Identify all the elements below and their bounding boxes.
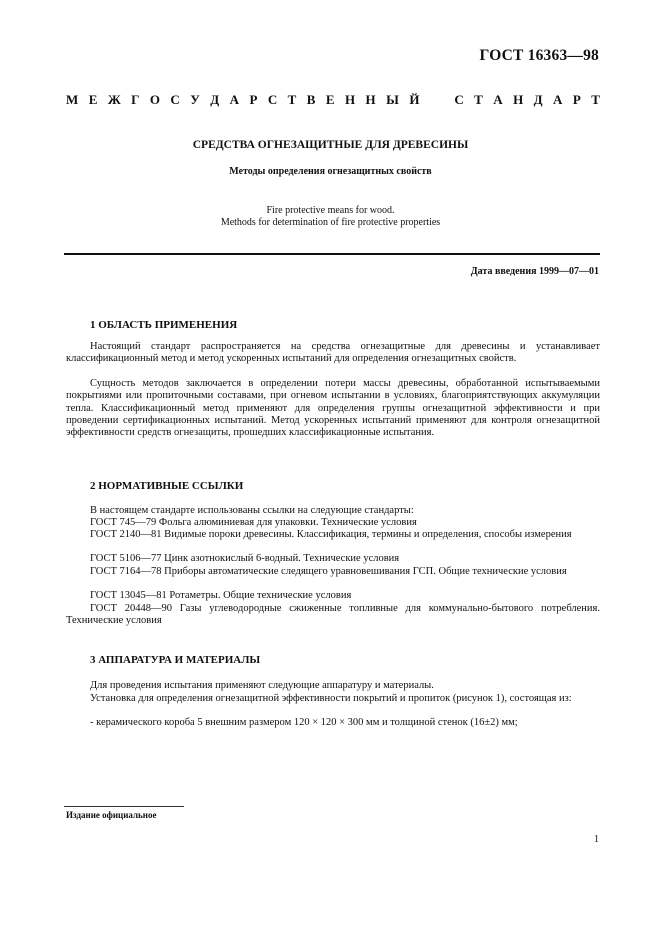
normative-ref-text: ГОСТ 5106—77 Цинк азотнокислый 6-водный. Технические условия (90, 553, 400, 564)
section-1-paragraph-2-text: Сущность методов заключается в определении потери массы древесины, обработанной испытываемыми покрытиями или пропиточными составами, при огневом испытании в условиях, благоприятствующих аккумуляции тепла. Классификационный метод применяют для определения группы огнезащитной эффективности и при проведении сертификационных испытаний. Метод ускоренных испытаний применяют для контроля огнезащитной эффективности средств огнезащиты, прошедших классификационные испытания. (66, 378, 600, 439)
standard-type-letter: Е (325, 92, 335, 107)
normative-ref (66, 517, 600, 529)
title-divider (64, 253, 600, 255)
section-3-paragraph-1 (66, 680, 600, 692)
normative-ref (66, 590, 600, 602)
standard-type-letter: О (149, 92, 160, 107)
standard-type-letter: А (493, 92, 503, 107)
standard-type-letter: В (306, 92, 316, 107)
section-2-intro (66, 505, 600, 517)
date-of-introduction: Дата введения 1999—07—01 (470, 266, 599, 277)
normative-ref (66, 553, 600, 565)
standard-type-letter: Н (365, 92, 376, 107)
standard-type-letter: Р (572, 92, 581, 107)
section-1-paragraph-1 (66, 341, 600, 366)
standard-type-letter: Т (591, 92, 600, 107)
normative-ref-text: ГОСТ 7164—78 Приборы автоматические следящего уравновешивания ГСП. Общие технические условия (90, 566, 567, 577)
standard-type-letter: С (267, 92, 278, 107)
section-3-paragraph-2-text: Установка для определения огнезащитной эффективности покрытий и пропиток (рисунок 1), состоящая из: (90, 693, 572, 704)
standard-type-letter: Ы (386, 92, 399, 107)
normative-ref-text: ГОСТ 2140—81 Видимые пороки древесины. Классификация, термины и определения, способы измерения (90, 529, 572, 540)
section-3-paragraph-1-text: Для проведения испытания применяют следующие аппаратуру и материалы. (90, 680, 434, 691)
normative-ref-text: ГОСТ 20448—90 Газы углеводородные сжиженные топливные для коммунально-бытового потребления. Технические условия (66, 603, 600, 627)
english-title (0, 205, 661, 229)
section-1-heading: 1 ОБЛАСТЬ ПРИМЕНЕНИЯ (90, 319, 238, 331)
standard-type-letter: М (66, 92, 79, 107)
edition-label: Издание официальное (66, 810, 157, 820)
standard-type-letter: А (229, 92, 239, 107)
standard-type-letter: А (553, 92, 563, 107)
standard-type-letter: Й (409, 92, 420, 107)
section-1-paragraph-2 (66, 378, 600, 439)
section-2-heading: 2 НОРМАТИВНЫЕ ССЫЛКИ (90, 480, 244, 492)
normative-ref-text: ГОСТ 13045—81 Ротаметры. Общие технические условия (90, 590, 352, 601)
standard-type-letter: Е (88, 92, 98, 107)
normative-ref (66, 529, 600, 541)
standard-type-letter: Ж (107, 92, 121, 107)
standard-type-letter: С (454, 92, 464, 107)
document-subtitle: Методы определения огнезащитных свойств (229, 166, 432, 177)
section-3-heading: 3 АППАРАТУРА И МАТЕРИАЛЫ (90, 654, 261, 666)
standard-type-letter: Р (249, 92, 258, 107)
document-title: СРЕДСТВА ОГНЕЗАЩИТНЫЕ ДЛЯ ДРЕВЕСИНЫ (192, 139, 469, 151)
footer-divider (64, 806, 184, 807)
english-title-line-2: Methods for determination of fire protective properties (220, 217, 441, 228)
page-number: 1 (594, 834, 599, 845)
standard-type-letter: Н (344, 92, 356, 107)
section-3-paragraph-2 (66, 693, 600, 705)
normative-ref (66, 603, 600, 628)
standard-type-letter: Г (131, 92, 140, 107)
standard-type-letter: Н (513, 92, 524, 107)
standard-type-header (66, 92, 600, 108)
standard-type-letter: Т (474, 92, 483, 107)
standard-type-letter: У (190, 92, 200, 107)
english-title-line-1: Fire protective means for wood. (266, 205, 395, 216)
section-1-paragraph-1-text: Настоящий стандарт распространяется на средства огнезащитные для древесины и устанавливает классификационный метод и метод ускоренных испытаний для определения огнезащитных свойств. (66, 341, 600, 365)
normative-ref-text: ГОСТ 745—79 Фольга алюминиевая для упаковки. Технические условия (90, 517, 417, 528)
section-2-intro-text: В настоящем стандарте использованы ссылки на следующие стандарты: (90, 505, 414, 516)
normative-ref (66, 566, 600, 578)
section-3-paragraph-3 (66, 717, 600, 729)
standard-type-letter: Д (533, 92, 543, 107)
gost-code: ГОСТ 16363—98 (479, 47, 599, 64)
standard-type-letter: Д (210, 92, 220, 107)
word-gap (430, 92, 444, 108)
section-3-paragraph-3-text: - керамического короба 5 внешним размером 120 × 120 × 300 мм и толщиной стенок (16±2) мм; (90, 717, 518, 728)
standard-type-letter: Т (287, 92, 297, 107)
standard-type-letter: С (170, 92, 180, 107)
